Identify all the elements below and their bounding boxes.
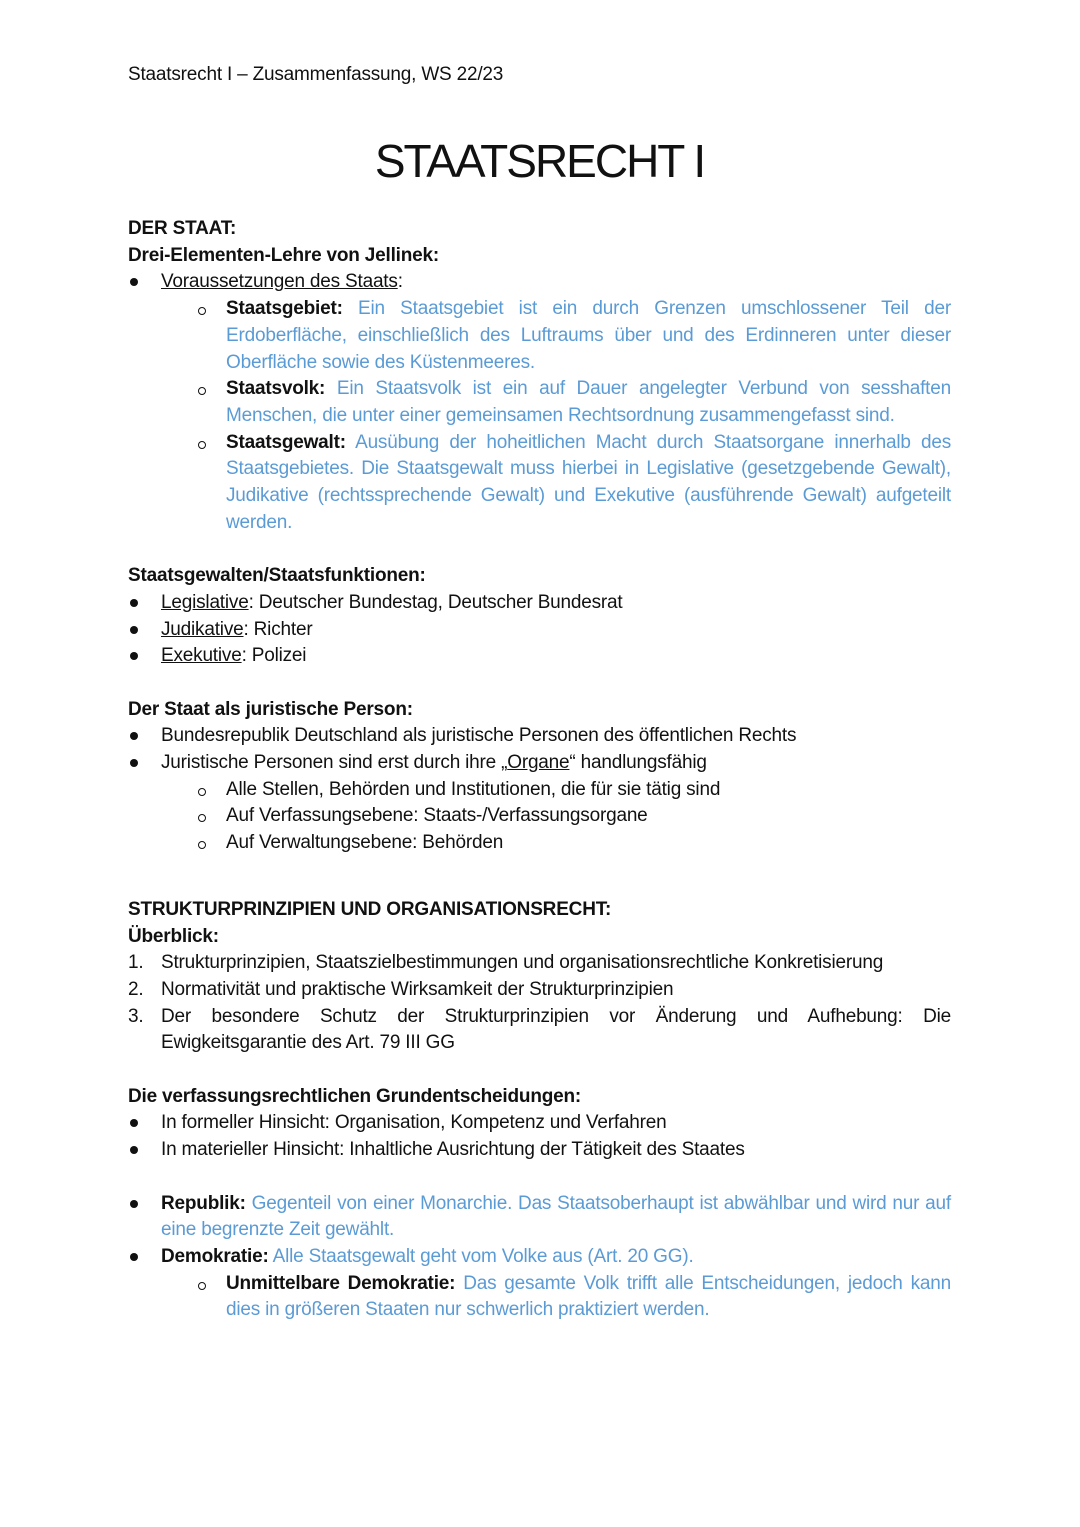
list-item bbox=[128, 617, 951, 644]
text: : Deutscher Bundestag, Deutscher Bundesrat bbox=[248, 591, 623, 613]
list-item bbox=[128, 723, 951, 750]
bullet-icon bbox=[130, 652, 138, 660]
list-item bbox=[128, 1004, 951, 1057]
term: Judikative bbox=[161, 618, 244, 640]
definition: Ausübung der hoheitlichen Macht durch Staatsorgane innerhalb des Staatsgebietes. Die Staatsgewalt muss hierbei in Legislative (gesetzgebende Gewalt), Judikative (rechtssprechende Gewalt) und Exekutive (ausführende Gewalt) aufgeteilt werden. bbox=[226, 431, 951, 533]
section-heading-struktur: STRUKTURPRINZIPIEN UND ORGANISATIONSRECHT: bbox=[128, 898, 612, 920]
list-item bbox=[128, 950, 951, 977]
definition: Gegenteil von einer Monarchie. Das Staatsoberhaupt ist abwählbar und wird nur auf eine begrenzte Zeit gewählt. bbox=[161, 1192, 951, 1241]
list-item bbox=[128, 1110, 951, 1137]
list-number: 1. bbox=[128, 952, 144, 974]
section-heading-person: Der Staat als juristische Person: bbox=[128, 698, 413, 720]
term: Staatsgebiet: bbox=[226, 298, 343, 320]
bullet-icon bbox=[130, 1146, 138, 1154]
list-number: 3. bbox=[128, 1005, 144, 1027]
list-item bbox=[128, 269, 951, 296]
text: Der besondere Schutz der Strukturprinzipien vor Änderung und Aufhebung: Die Ewigkeitsgarantie des Art. 79 III GG bbox=[161, 1005, 951, 1054]
list-item-label: Voraussetzungen des Staats bbox=[161, 271, 398, 293]
text: Auf Verfassungsebene: Staats-/Verfassungsorgane bbox=[226, 805, 648, 827]
circle-bullet-icon bbox=[198, 441, 206, 449]
term: Staatsvolk: bbox=[226, 378, 326, 400]
page-title: STAATSRECHT I bbox=[374, 135, 705, 187]
list-item bbox=[128, 777, 951, 804]
circle-bullet-icon bbox=[198, 307, 206, 315]
term: Demokratie: bbox=[161, 1245, 269, 1267]
text: Juristische Personen sind erst durch ihre „ bbox=[161, 752, 508, 774]
list-gewalten bbox=[128, 590, 951, 670]
list-prinzipien bbox=[128, 1191, 951, 1325]
definition: Ein Staatsgebiet ist ein durch Grenzen umschlossener Teil der Erdoberfläche, einschließlich des Luftraums über und des Erdinneren unter dieser Oberfläche sowie des Küstenmeeres. bbox=[226, 298, 951, 373]
section-heading-grundentscheidungen: Die verfassungsrechtlichen Grundentscheidungen: bbox=[128, 1085, 582, 1107]
bullet-icon bbox=[130, 278, 138, 286]
circle-bullet-icon bbox=[198, 387, 206, 395]
term: Unmittelbare Demokratie: bbox=[226, 1272, 456, 1294]
bullet-icon bbox=[130, 1253, 138, 1261]
term: Staatsgewalt: bbox=[226, 431, 346, 453]
list-ueberblick bbox=[128, 950, 951, 1057]
list-item bbox=[128, 750, 951, 777]
document-body bbox=[128, 216, 951, 1324]
text: : Richter bbox=[243, 618, 313, 640]
list-item bbox=[128, 830, 951, 857]
text: Alle Stellen, Behörden und Institutionen, die für sie tätig sind bbox=[226, 778, 721, 800]
circle-bullet-icon bbox=[198, 788, 206, 796]
list-item bbox=[128, 1271, 951, 1324]
list-person bbox=[128, 723, 951, 857]
section-heading-gewalten: Staatsgewalten/Staatsfunktionen: bbox=[128, 565, 426, 587]
list-item bbox=[128, 1244, 951, 1271]
bullet-icon bbox=[130, 1119, 138, 1127]
list-item bbox=[128, 590, 951, 617]
definition: Alle Staatsgewalt geht vom Volke aus (Art. 20 GG). bbox=[272, 1245, 694, 1267]
term: Exekutive bbox=[161, 645, 242, 667]
definition: Das gesamte Volk trifft alle Entscheidungen, jedoch kann dies in größeren Staaten nur schwerlich praktiziert werden. bbox=[226, 1272, 951, 1321]
text: Normativität und praktische Wirksamkeit der Strukturprinzipien bbox=[161, 978, 674, 1000]
term: Republik: bbox=[161, 1192, 246, 1214]
list-voraussetzungen bbox=[128, 269, 951, 536]
circle-bullet-icon bbox=[198, 1282, 206, 1290]
section-heading-staat: DER STAAT: bbox=[128, 218, 237, 239]
subheading-jellinek: Drei-Elementen-Lehre von Jellinek: bbox=[128, 244, 440, 266]
bullet-icon bbox=[130, 1200, 138, 1208]
circle-bullet-icon bbox=[198, 814, 206, 822]
text: In formeller Hinsicht: Organisation, Kompetenz und Verfahren bbox=[161, 1112, 667, 1134]
bullet-icon bbox=[130, 599, 138, 607]
list-item bbox=[128, 643, 951, 670]
text: : Polizei bbox=[241, 645, 307, 667]
text: Strukturprinzipien, Staatszielbestimmungen und organisationsrechtliche Konkretisierung bbox=[161, 952, 884, 974]
list-number: 2. bbox=[128, 978, 144, 1000]
text: Auf Verwaltungsebene: Behörden bbox=[226, 832, 504, 854]
circle-bullet-icon bbox=[198, 841, 206, 849]
bullet-icon bbox=[130, 732, 138, 740]
bullet-icon bbox=[130, 759, 138, 767]
list-item bbox=[128, 1137, 951, 1164]
list-item bbox=[128, 803, 951, 830]
list-item bbox=[128, 1191, 951, 1244]
list-grundentscheidungen bbox=[128, 1110, 951, 1163]
term: Legislative bbox=[161, 591, 249, 613]
running-head: Staatsrecht I – Zusammenfassung, WS 22/23 bbox=[128, 64, 504, 85]
list-item bbox=[128, 376, 951, 429]
list-item bbox=[128, 296, 951, 376]
list-item bbox=[128, 977, 951, 1004]
list-item bbox=[128, 430, 951, 537]
term: Organe bbox=[507, 752, 570, 774]
definition: Ein Staatsvolk ist ein auf Dauer angelegter Verbund von sesshaften Menschen, die unter einer gemeinsamen Rechtsordnung zusammengefasst sind. bbox=[226, 378, 951, 426]
text: “ handlungsfähig bbox=[569, 752, 707, 774]
subheading-ueberblick: Überblick: bbox=[128, 925, 219, 947]
text: Bundesrepublik Deutschland als juristische Personen des öffentlichen Rechts bbox=[161, 725, 797, 747]
colon: : bbox=[397, 271, 403, 293]
bullet-icon bbox=[130, 626, 138, 634]
text: In materieller Hinsicht: Inhaltliche Ausrichtung der Tätigkeit des Staates bbox=[161, 1139, 745, 1161]
